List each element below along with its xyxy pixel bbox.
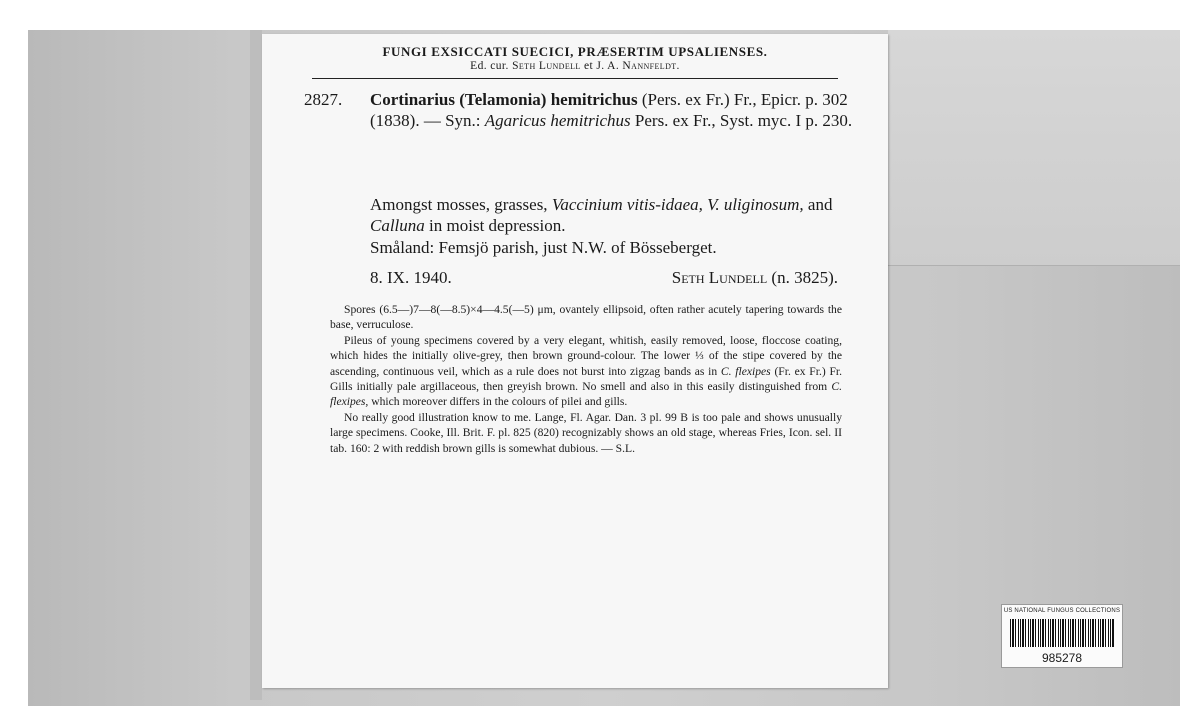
- barcode-header: US NATIONAL FUNGUS COLLECTIONS: [1003, 608, 1121, 614]
- editor-1: Seth Lundell: [512, 60, 581, 72]
- notes-spores: Spores (6.5—)7—8(—8.5)×4—4.5(—5) μm, ovantely ellipsoid, often rather acutely tapering towards the base, verruculose.: [330, 303, 842, 332]
- habitat-joiner: and: [807, 195, 833, 214]
- collector-line: [672, 268, 838, 288]
- habitat-prefix: Amongst mosses, grasses,: [370, 195, 548, 214]
- folder-flap: [888, 30, 1180, 266]
- synonym-name: Agaricus hemitrichus: [484, 111, 631, 130]
- entry-text: [370, 89, 854, 131]
- editor-2: J. A. Nannfeldt.: [596, 60, 680, 72]
- habitat-plant-2: Calluna: [370, 216, 425, 235]
- notes-pileus: [330, 333, 842, 410]
- notes-species-ref-1: C. flexipes: [720, 364, 771, 378]
- collector-number: (n. 3825).: [771, 268, 838, 287]
- habitat-suffix: in moist depression.: [429, 216, 566, 235]
- folder-edge: [250, 30, 262, 700]
- editors-prefix: Ed. cur.: [470, 60, 509, 72]
- barcode-number: 985278: [1041, 651, 1083, 665]
- locality-text: Småland: Femsjö parish, just N.W. of Bösseberget.: [370, 238, 717, 257]
- editors-line: [262, 60, 888, 72]
- collector-name: Seth Lundell: [671, 268, 768, 287]
- editors-joiner: et: [584, 60, 594, 72]
- habitat-plant-1: Vaccinium vitis-idaea, V. uliginosum,: [551, 195, 804, 214]
- collection-date: 8. IX. 1940.: [370, 268, 452, 287]
- synonym-authority: Pers. ex Fr., Syst. myc. I p. 230.: [634, 111, 853, 130]
- habitat-text: [370, 194, 850, 236]
- notes-pileus-text-b: (Fr. ex Fr.) Fr. Gills initially pale argillaceous, then greyish brown. No smell and also in this easily distinguished from: [330, 364, 843, 394]
- barcode-label: [1001, 604, 1123, 668]
- specimen-label: [262, 34, 888, 688]
- series-title: FUNGI EXSICCATI SUECICI, PRÆSERTIM UPSALIENSES.: [382, 44, 768, 59]
- barcode-bars: [1010, 619, 1114, 647]
- notes-pileus-text-c: which moreover differs in the colours of pilei and gills.: [371, 395, 628, 409]
- notes-species-ref-2: C. flexipes,: [330, 380, 842, 409]
- species-authority: (Pers. ex Fr.) Fr., Epicr. p. 302 (1838). — Syn.:: [370, 90, 848, 130]
- notes-pileus-text-a: Pileus of young specimens covered by a very elegant, whitish, easily removed, loose, floccose coating, which hides the initially olive-grey, then brown ground-colour. The lower ⅓ of the stipe covered by the ascending, continuous veil, which as a rule does not burst into zigzag bands as in: [330, 333, 842, 378]
- description-notes: [330, 302, 842, 456]
- species-entry: [304, 89, 854, 131]
- notes-illustrations: No really good illustration know to me. Lange, Fl. Agar. Dan. 3 pl. 99 B is too pale and shows unusually large specimens. Cooke, Ill. Brit. F. pl. 825 (820) recognizably shows an old stage, whereas Fries, Icon. sel. II tab. 160: 2 with reddish brown gills is somewhat dubious. — S.L.: [330, 410, 842, 455]
- header-rule: [312, 78, 838, 79]
- species-name: Cortinarius (Telamonia) hemitrichus: [370, 90, 638, 109]
- entry-number: 2827.: [304, 90, 343, 109]
